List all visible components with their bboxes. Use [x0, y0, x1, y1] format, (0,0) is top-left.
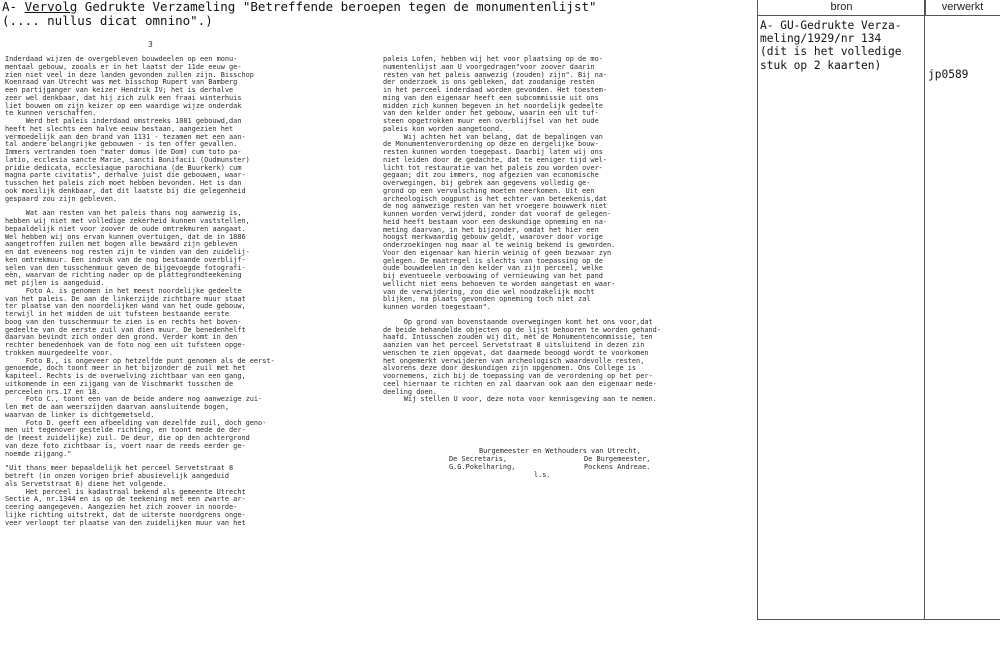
- table-bottom-border: [757, 619, 1000, 620]
- text-line: als Servetstraat 6) diene het volgende.: [5, 479, 167, 488]
- text-line: Koenraad van Utrecht was met bisschop Rupert van Bamberg: [5, 78, 238, 87]
- text-line: selen van den tusschenmuur geven de bijgevoegde fotografi-: [5, 263, 246, 272]
- text-line: resten van het paleis aanwezig (zouden) zijn". Bij na-: [383, 70, 608, 79]
- bron-line: meling/1929/nr 134: [760, 32, 882, 46]
- text-line: ceel hiernaar te richten en zal daarvan ook aan den eigenaar mede-: [383, 379, 657, 388]
- text-line: zien niet veel in deze landen gevonden zullen zijn. Bisschop: [5, 70, 254, 79]
- text-line: Foto C., toont een van de beide andere nog aanwezige zui-: [5, 395, 263, 404]
- table-left-border: [757, 0, 758, 620]
- text-line: gedeelte van de eerste zuil van dien muur. De benedenhelft: [5, 325, 246, 334]
- text-line: deeling doen.: [383, 387, 437, 396]
- page-subtitle: (.... nullus dicat omnino".): [2, 13, 213, 28]
- text-line: heeft het slechts een halve eeuw bestaan, aangezien het: [5, 124, 234, 133]
- text-line: overwegingen, bij gebrek aan gegevens volledig ge-: [383, 179, 591, 187]
- text-line: Het perceel is kadastraal bekend als gemeente Utrecht: [5, 487, 246, 496]
- bron-line: A- GU-Gedrukte Verza-: [760, 19, 902, 32]
- text-line: een partijganger van keizer Hendrik IV; het is derhalve: [5, 86, 234, 94]
- text-line: Foto B., is ongeveer op hetzelfde punt genomen als de eerst-: [5, 356, 275, 365]
- text-line: Wel hebben wij ons ervan kunnen overtuigen, dat de in 1886: [5, 232, 246, 241]
- text-line: boog van den tusschenmuur te zien is en rechts het boven-: [5, 317, 242, 326]
- text-line: midden zich kunnen begeven in het noordelijk gedeelte: [383, 101, 603, 110]
- text-line: Voor den eigenaar kan hierin weinig of geen bezwaar zyn: [383, 248, 612, 257]
- text-line: van de verwijdering, zoo die wel noodzakelijk mocht: [383, 287, 595, 296]
- text-line: bij eventueele verbouwing of vernieuwing van het pand: [383, 272, 603, 280]
- text-line: het ongemerkt verwijderen van archeologisch waardevolle resten,: [383, 356, 645, 365]
- text-line: ceering aangegeven. Aangezien het zich zoover in noorde-: [5, 503, 238, 511]
- text-line: meting daarvan, in het bijzonder, omdat het hier een: [383, 225, 599, 234]
- text-line: zeer wel denkbaar, dat hij zich zulk een fraai winterhuis: [5, 93, 242, 102]
- title-vervolg: Vervolg: [24, 0, 78, 14]
- bron-column-header: bron: [757, 0, 926, 16]
- text-line: van den kelder onder het gebouw, waarin een uit tuf-: [383, 109, 599, 118]
- text-line: in het perceel inderdaad worden gevonden. Het toestem-: [383, 86, 608, 94]
- text-line: wellicht niet eens behoeven te worden aangetast en waar-: [383, 279, 616, 288]
- text-line: aangetroffen zuilen met bogen alle bewaard zijn gebleven: [5, 240, 238, 249]
- text-line: Foto D. geeft een afbeelding van dezelfde zuil, doch geno-: [5, 418, 267, 427]
- signature-secretary-name: G.G.Pokelharing,: [449, 463, 516, 471]
- text-line: heid heeft bestaan voor een deskundige opneming en na-: [383, 217, 608, 226]
- text-line: terwijl in het midden de uit tufsteen bestaande eerste: [5, 310, 230, 318]
- text-line: liet bouwen om zijn keizer op een waardige wijze onderdak: [5, 101, 242, 110]
- text-line: eën, waarvan de richting nader op de plattegrondteekening: [5, 271, 242, 280]
- left-text-column: [5, 56, 310, 527]
- text-line: kunnen worden verwijderd, zonder dat vooraf de gelegen-: [383, 210, 612, 218]
- text-line: lijke richting uitstrekt, dat de uiterste noordgrens onge-: [5, 510, 246, 519]
- text-line: en dat eveneens nog resten zijn te vinden van den zuidelij-: [5, 248, 250, 256]
- text-line: mentaal gebouw, zooals er in het laatst der 11de eeuw ge-: [5, 62, 242, 71]
- text-line: archeologisch oogpunt is het echter van beteekenis,dat: [383, 194, 608, 203]
- text-line: tal andere belangrijke gebouwen - is ten offer gevallen.: [5, 140, 238, 149]
- signature-ls: l.s.: [534, 471, 551, 479]
- text-line: steen opgetrokken muur een overblijfsel van het oude: [383, 117, 599, 125]
- text-line: Sectie A, nr.1344 en is op de teekening met een zwarte ar-: [5, 495, 246, 504]
- text-line: alvorens deze door deskundigen zijn opgenomen. Ons College is: [383, 364, 637, 373]
- text-line: paleis Lofen, hebben wij het voor plaatsing op de mo-: [383, 55, 603, 63]
- text-line: voornemens, zich bij de toepassing van de verordening op het per-: [383, 372, 653, 380]
- text-line: aanzien van het perceel Servetstraat 8 uitsluitend in dezen zin: [383, 341, 645, 349]
- text-line: rechter benedenhoek van de foto nog een uit tufsteen opge-: [5, 341, 246, 349]
- text-line: wenschen te zien opgevat, dat daarmede beoogd wordt te voorkomen: [383, 348, 649, 357]
- text-line: haafd. Intusschen zouden wij dit, mèt de Monumentencommissie, ten: [383, 333, 653, 342]
- text-line: met pijlen is aangeduid.: [5, 279, 105, 287]
- text-line: licht tot restauratie van het paleis zou worden over-: [383, 163, 603, 172]
- text-line: genoemde, doch toont meer in het bijzonder de zuil met het: [5, 364, 246, 373]
- text-line: trokken muurgedeelte voor.: [5, 348, 113, 357]
- text-line: oude bouwdeelen in den kelder van zijn perceel, welke: [383, 264, 603, 273]
- text-line: Immers vertranden toen "mater domus (de Dom) cum toto pa-: [5, 148, 242, 156]
- title-rest: Gedrukte Verzameling "Betreffende beroepen tegen de monumentenlijst": [77, 0, 597, 14]
- text-line: te kunnen verschaffen.: [5, 109, 97, 118]
- text-line: len met de aan weerszijden daarvan aansluitende bogen,: [5, 403, 230, 411]
- table-divider: [924, 0, 925, 620]
- text-line: magna parte civitatis", derhalve juist die gebouwen, waar-: [5, 171, 246, 180]
- text-line: onderzoekingen nog maar al te weinig bekend is geworden.: [383, 241, 616, 249]
- text-line: Inderdaad wijzen de overgebleven bouwdeelen op een monu-: [5, 55, 238, 63]
- text-line: van het paleis. De aan de linkerzijde zichtbare muur staat: [5, 294, 246, 303]
- text-line: waarvan de linker is dichtgemetseld.: [5, 410, 155, 419]
- text-line: betreft (in onzen vorigen brief abusievelijk aangeduid: [5, 472, 230, 480]
- bron-source-text: [760, 19, 922, 72]
- bron-line: (dit is het volledige: [760, 45, 902, 59]
- text-line: vermoedelijk aan den brand van 1131 - tezamen met een aan-: [5, 132, 246, 141]
- text-line: veer verloopt ter plaatse van den zuidelijken muur van het: [5, 518, 246, 527]
- text-line: Wij stellen U voor, deze nota voor kennisgeving aan te nemen.: [383, 395, 657, 404]
- signature-line-1: Burgemeester en Wethouders van Utrecht,: [479, 447, 641, 455]
- text-line: Werd het paleis inderdaad omstreeks 1081 gebouwd,dan: [5, 117, 242, 125]
- text-line: de Monumentenverordening op deze en dergelijke bouw-: [383, 140, 599, 149]
- text-line: van deze foto zichtbaar is, voert naar de reeds eerder ge-: [5, 441, 246, 450]
- signature-secretary-title: De Secretaris,: [449, 455, 508, 463]
- signature-mayor-title: De Burgemeester,: [584, 455, 651, 463]
- text-line: ken omtrekmuur. Een indruk van de nog bestaande overblijf-: [5, 255, 246, 264]
- text-line: de nog aanwezige resten van het vroegere bouwwerk niet: [383, 202, 608, 211]
- text-line: ter plaatse van den noordelijken wand van het oude gebouw,: [5, 302, 246, 311]
- text-line: paleis kon worden aangetoond.: [383, 124, 504, 133]
- text-line: kapiteel. Rechts is de overwelving zichtbaar van een gang,: [5, 372, 246, 380]
- verwerkt-column-header: verwerkt: [925, 0, 1000, 16]
- text-line: de beide behandelde objecten op de lijst behooren te worden gehand-: [383, 325, 661, 334]
- text-line: bepaaldelijk niet voor zoover de oude omtrekmuren aangaat.: [5, 224, 246, 233]
- text-line: hebben wij niet met volledige zekerheid kunnen vaststellen,: [5, 217, 250, 225]
- text-line: "Uit thans meer bepaaldelijk het perceel Servetstraat 8: [5, 464, 234, 473]
- text-line: Wij achten het van belang, dat de bepalingen van: [383, 132, 603, 141]
- text-line: perceelen nrs.17 en 18.: [5, 387, 101, 396]
- page-number: 3: [148, 40, 153, 49]
- text-line: gegaan; dit zou immers, nog afgezien van economische: [383, 171, 599, 180]
- text-line: uitkomende in een zijgang van de Vischmarkt tusschen de: [5, 379, 234, 388]
- text-line: men uit tegenover gestelde richting, en toont mede de der-: [5, 426, 246, 435]
- text-line: tusschen het paleis zich moet hebben bevonden. Het is dan: [5, 179, 242, 187]
- text-line: latio, ecclesia sancte Marie, sancti Bonifacii (Oudmunster): [5, 155, 250, 164]
- text-line: numentenlijst aan U voorgedragen"voor zoover daarin: [383, 62, 595, 71]
- text-line: resten kunnen worden toegepast. Daarbij laten wij ons: [383, 148, 603, 156]
- page-title: [2, 0, 752, 28]
- text-line: hoogst merkwaardig gebouw geldt, waarover door vorige: [383, 233, 603, 242]
- text-line: Op grond van bovenstaande overwegingen komt het ons voor,dat: [383, 317, 653, 326]
- text-line: grond op een vervalsching moeten neerkomen. Uit een: [383, 186, 595, 195]
- right-text-column: [383, 56, 713, 404]
- text-line: de (meest zuidelijke) zuil. De deur, die op den achtergrond: [5, 434, 250, 442]
- signature-mayor-name: Pockens Andreae.: [584, 463, 651, 471]
- text-line: Wat aan resten van het paleis thans nog aanwezig is,: [5, 209, 242, 218]
- text-line: daarvan bevindt zich onder den grond. Verder komt in den: [5, 333, 238, 342]
- text-line: ming van den eigenaar heeft een subcommissie uit ons: [383, 93, 599, 102]
- text-line: ook moeilijk denkbaar, dat dit laatste bij die gelegenheid: [5, 186, 246, 195]
- text-line: gespaard zou zijn gebleven.: [5, 194, 118, 203]
- text-line: kunnen worden toegestaan".: [383, 303, 491, 311]
- verwerkt-value: jp0589: [928, 68, 969, 81]
- text-line: noemde zijgang.": [5, 449, 72, 458]
- text-line: niet leiden door de gedachte, dat te eeniger tijd wel-: [383, 155, 608, 164]
- text-line: pridie dedicata, ecclesiaque parochiana (de Buurkerk) cum: [5, 163, 242, 172]
- text-line: gelegen. De maatregel is slechts van toepassing op de: [383, 256, 603, 265]
- title-prefix: A-: [2, 0, 25, 14]
- text-line: blijken, na plaats gevonden opneming toch niet zal: [383, 295, 591, 304]
- text-line: der onderzoek is ons gebleken, dat zoodanige resten: [383, 78, 595, 87]
- bron-line: stuk op 2 kaarten): [760, 58, 882, 72]
- text-line: Foto A. is genomen in het meest noordelijke gedeelte: [5, 286, 242, 295]
